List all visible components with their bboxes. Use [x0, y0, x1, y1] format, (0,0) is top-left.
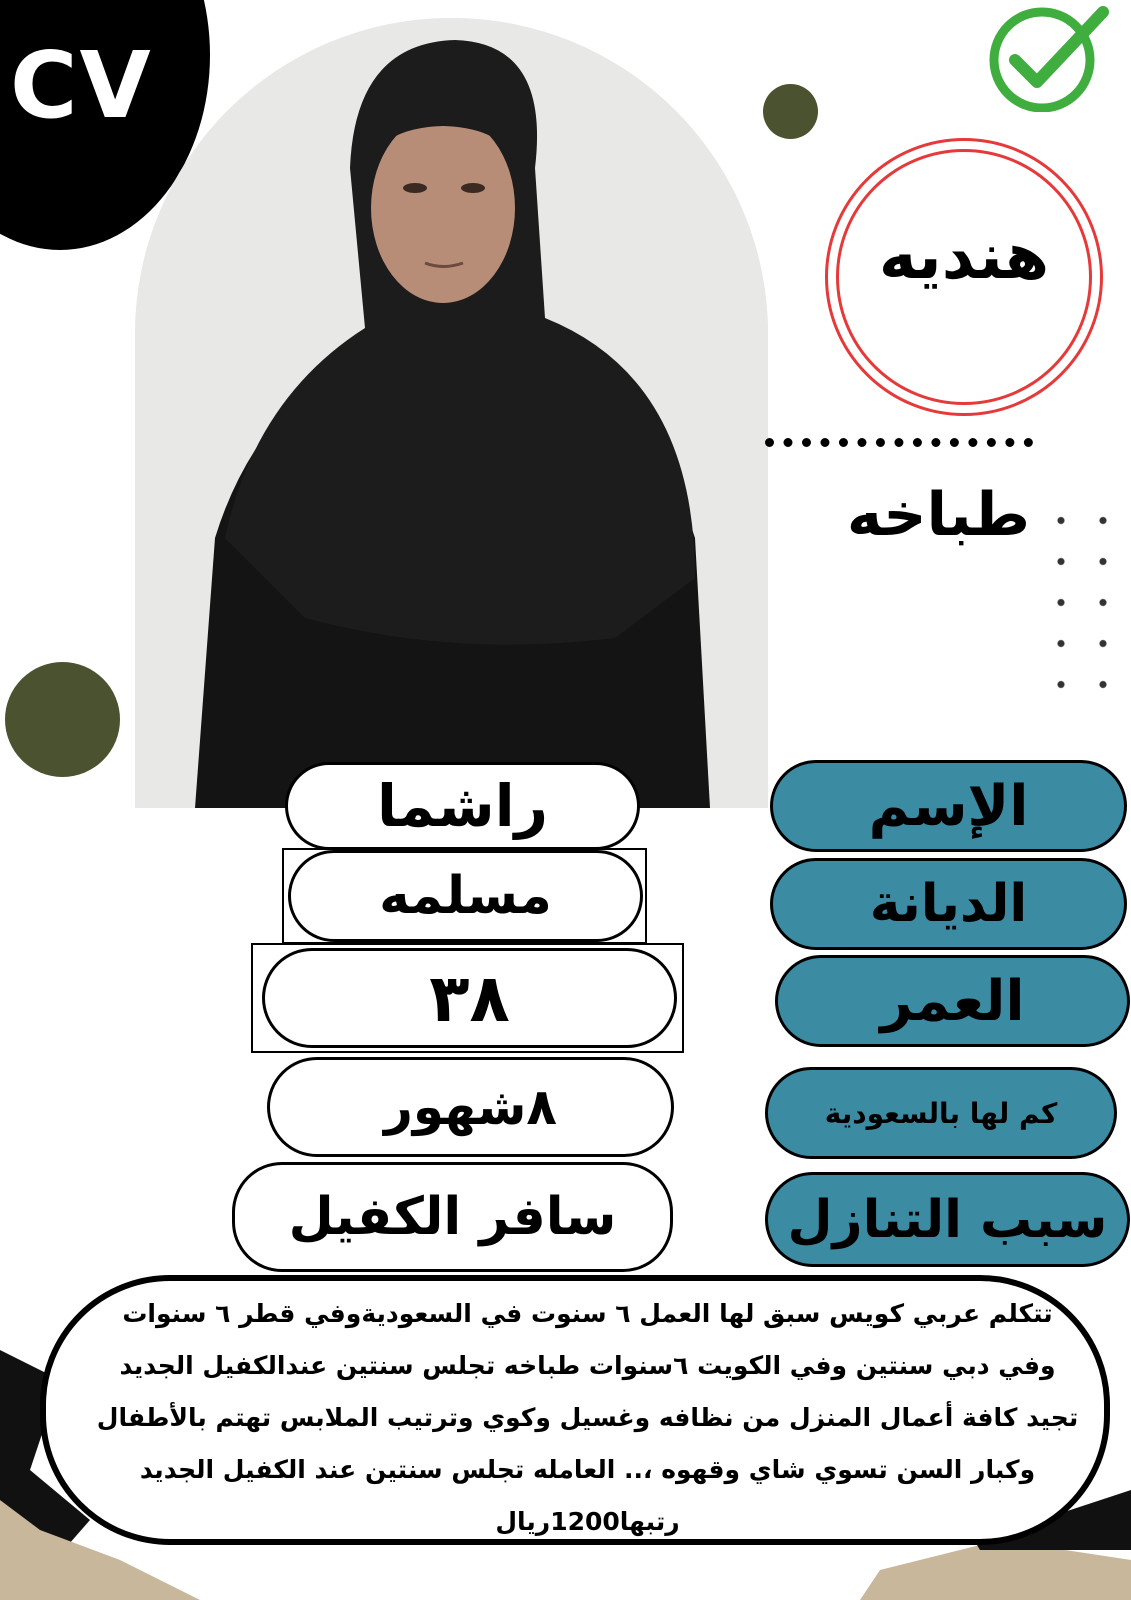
age-value: ٣٨ [262, 948, 677, 1048]
reason-label: سبب التنازل [765, 1172, 1130, 1267]
age-label: العمر [775, 955, 1130, 1047]
name-label: الإسم [770, 760, 1127, 852]
saudi-duration-value: ٨شهور [267, 1057, 674, 1157]
religion-label: الديانة [770, 858, 1127, 950]
olive-dot-decoration [5, 662, 120, 777]
name-value: راشما [285, 762, 640, 850]
description-text: تتكلم عربي كويس سبق لها العمل ٦ سنوت في السعوديةوفي قطر ٦ سنوات وفي دبي سنتين وفي الكويت ٦سنوات طباخه تجلس سنتين عندالكفيل الجديد تجيد كافة أعمال المنزل من نظافه وغسيل وكوي وترتيب الملابس تهتم بالأطفال وكبار السن تسوي شاي وقهوه ،.. العامله تجلس سنتين عند الكفيل الجديد رتبها1200ريال [96, 1299, 1079, 1536]
nationality-text: هنديه [878, 220, 1050, 294]
dot-grid-decoration [1040, 500, 1130, 720]
dotted-divider [765, 438, 1033, 447]
olive-dot-decoration [763, 84, 818, 139]
profile-photo [135, 18, 768, 808]
cv-label: CV [10, 32, 153, 139]
job-title: طباخه [846, 480, 1030, 550]
reason-value: سافر الكفيل [232, 1162, 673, 1272]
religion-value: مسلمه [288, 850, 643, 942]
check-icon [985, 2, 1113, 112]
saudi-duration-label: كم لها بالسعودية [765, 1067, 1117, 1159]
